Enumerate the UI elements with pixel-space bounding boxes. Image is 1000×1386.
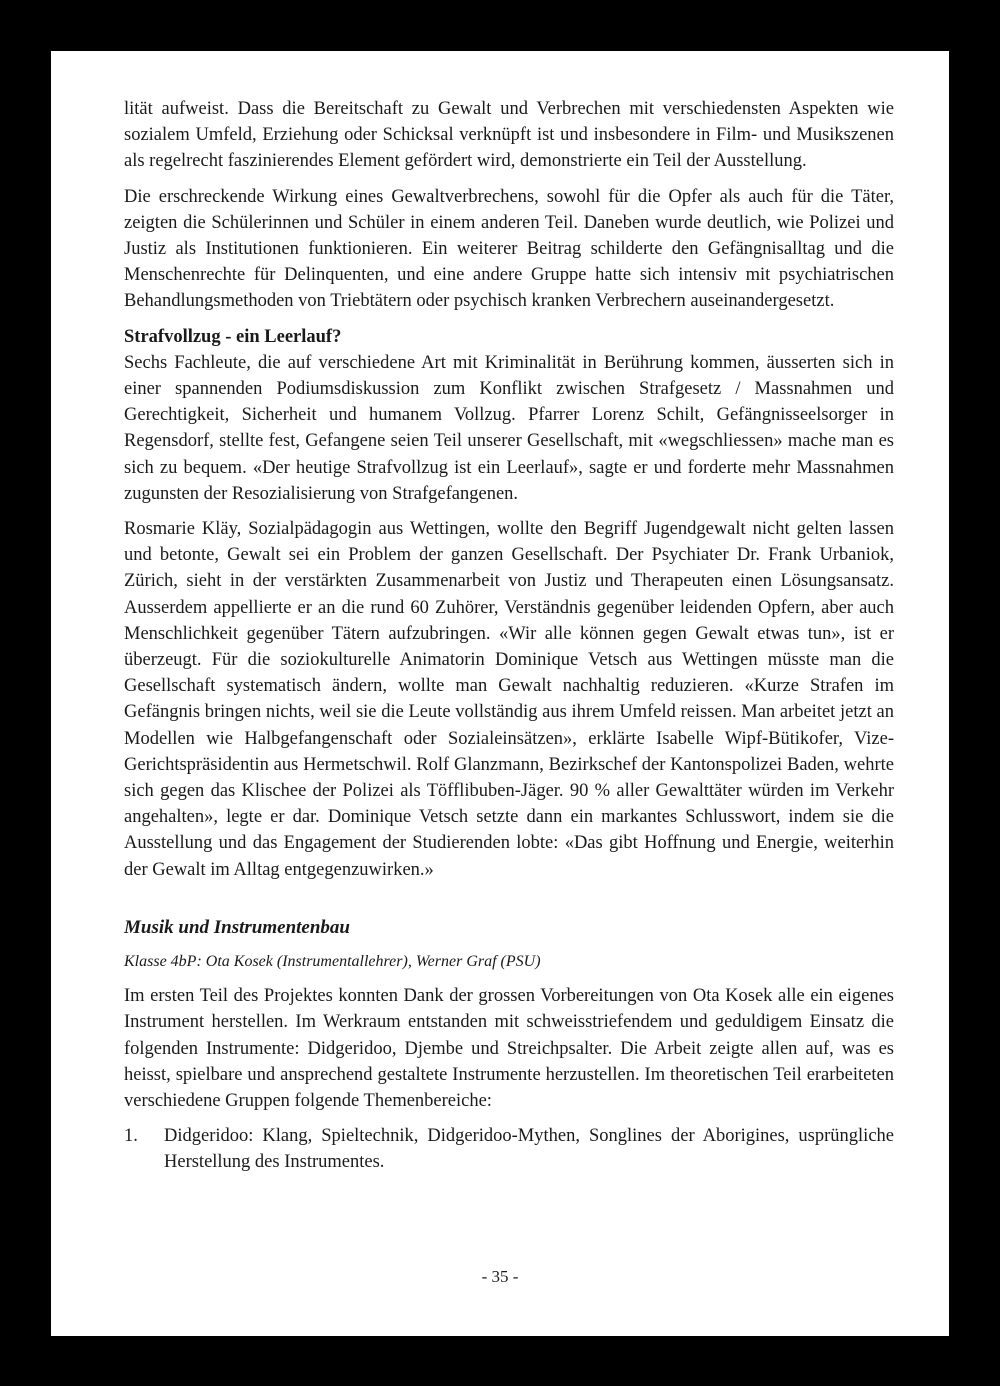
page-body [124, 96, 894, 1176]
paragraph-intro: lität aufweist. Dass die Bereitschaft zu Gewalt und Verbrechen mit verschiedensten Aspekten wie sozialem Umfeld, Erziehung oder Schicksal verknüpft ist und insbesondere in Film- und Musikszenen als regelrecht faszinierendes Element gefördert wird, demonstrierte ein Teil der Ausstellung. [124, 99, 894, 172]
list-item-text: Didgeridoo: Klang, Spieltechnik, Didgeridoo-Mythen, Songlines der Aborigines, usprüngliche Herstellung des Instrumentes. [164, 1126, 894, 1173]
topic-list [124, 1123, 894, 1175]
class-info: Klasse 4bP: Ota Kosek (Instrumentallehrer), Werner Graf (PSU) [124, 953, 541, 971]
paragraph-podium: Sechs Fachleute, die auf verschiedene Art mit Kriminalität in Berührung kommen, äusserten sich in einer spannenden Podiumsdiskussion zum Konflikt zwischen Strafgesetz / Massnahmen und Gerechtigkeit, Sicherheit und humanem Vollzug. Pfarrer Lorenz Schilt, Gefängnisseelsorger in Regensdorf, stellte fest, Gefangene seien Teil unserer Gesellschaft, mit «wegschliessen» mache man es sich zu bequem. «Der heutige Strafvollzug ist ein Leerlauf», sagte er und forderte mehr Massnahmen zugunsten der Resozialisierung von Strafgefangenen. [124, 352, 894, 504]
paragraph-exhibition: Die erschreckende Wirkung eines Gewaltverbrechens, sowohl für die Opfer als auch für die Täter, zeigten die Schülerinnen und Schüler in einem anderen Teil. Daneben wurde deutlich, wie Polizei und Justiz als Institutionen funktionieren. Ein weiterer Beitrag schilderte den Gefängnisalltag und die Menschenrechte für Delinquenten, und eine andere Gruppe hatte sich intensiv mit psychiatrischen Behandlungsmethoden von Triebtätern oder psychisch kranken Verbrechern auseinandergesetzt. [124, 186, 894, 312]
page-number: - 35 - [481, 1267, 519, 1286]
paragraph-speakers: Rosmarie Kläy, Sozialpädagogin aus Wettingen, wollte den Begriff Jugendgewalt nicht gelten lassen und betonte, Gewalt sei ein Problem der ganzen Gesellschaft. Der Psychiater Dr. Frank Urbaniok, Zürich, sieht in der verstärkten Zusammenarbeit von Justiz und Therapeuten einen Lösungsansatz. Ausserdem appellierte er an die rund 60 Zuhörer, Verständnis gegenüber leidenden Opfern, aber auch Menschlichkeit gegenüber Tätern aufzubringen. «Wir alle können gegen Gewalt etwas tun», ist er überzeugt. Für die soziokulturelle Animatorin Dominique Vetsch aus Wettingen müsste man die Gesellschaft systematisch ändern, wollte man Gewalt nachhaltig reduzieren. «Kurze Strafen im Gefängnis bringen nichts, weil sie die Leute vollständig aus ihrem Umfeld reissen. Man arbeitet jetzt an Modellen wie Halbgefangenschaft oder Sozialeinsätzen», erklärte Isabelle Wipf-Bütikofer, Vize-Gerichtspräsidentin aus Hermetschwil. Rolf Glanzmann, Bezirkschef der Kantonspolizei Baden, wehrte sich gegen das Klischee der Polizei als Töfflibuben-Jäger. 90 % aller Gewalttäter würden im Verkehr angehalten», legte er dar. Dominique Vetsch setzte dann ein markantes Schlusswort, indem sie die Ausstellung und das Engagement der Studierenden lobte: «Das gibt Hoffnung und Energie, weiterhin der Gewalt im Alltag entgegenzuwirken.» [124, 519, 894, 880]
section-title-musik: Musik und Instrumentenbau [124, 916, 350, 938]
list-item-number: 1. [124, 1126, 138, 1147]
list-item [124, 1123, 894, 1175]
paragraph-instruments: Im ersten Teil des Projektes konnten Dank der grossen Vorbereitungen von Ota Kosek alle ein eigenes Instrument herstellen. Im Werkraum entstanden mit schweisstriefendem und geduldigem Einsatz die folgenden Instrumente: Didgeridoo, Djembe und Streichpsalter. Die Arbeit zeigte allen auf, was es heisst, spielbare und ansprechend gestaltete Instrumente herzustellen. Im theoretischen Teil erarbeiteten verschiedene Gruppen folgende Themenbereiche: [124, 986, 894, 1111]
heading-strafvollzug: Strafvollzug - ein Leerlauf? [124, 326, 342, 347]
document-page [51, 51, 949, 1336]
